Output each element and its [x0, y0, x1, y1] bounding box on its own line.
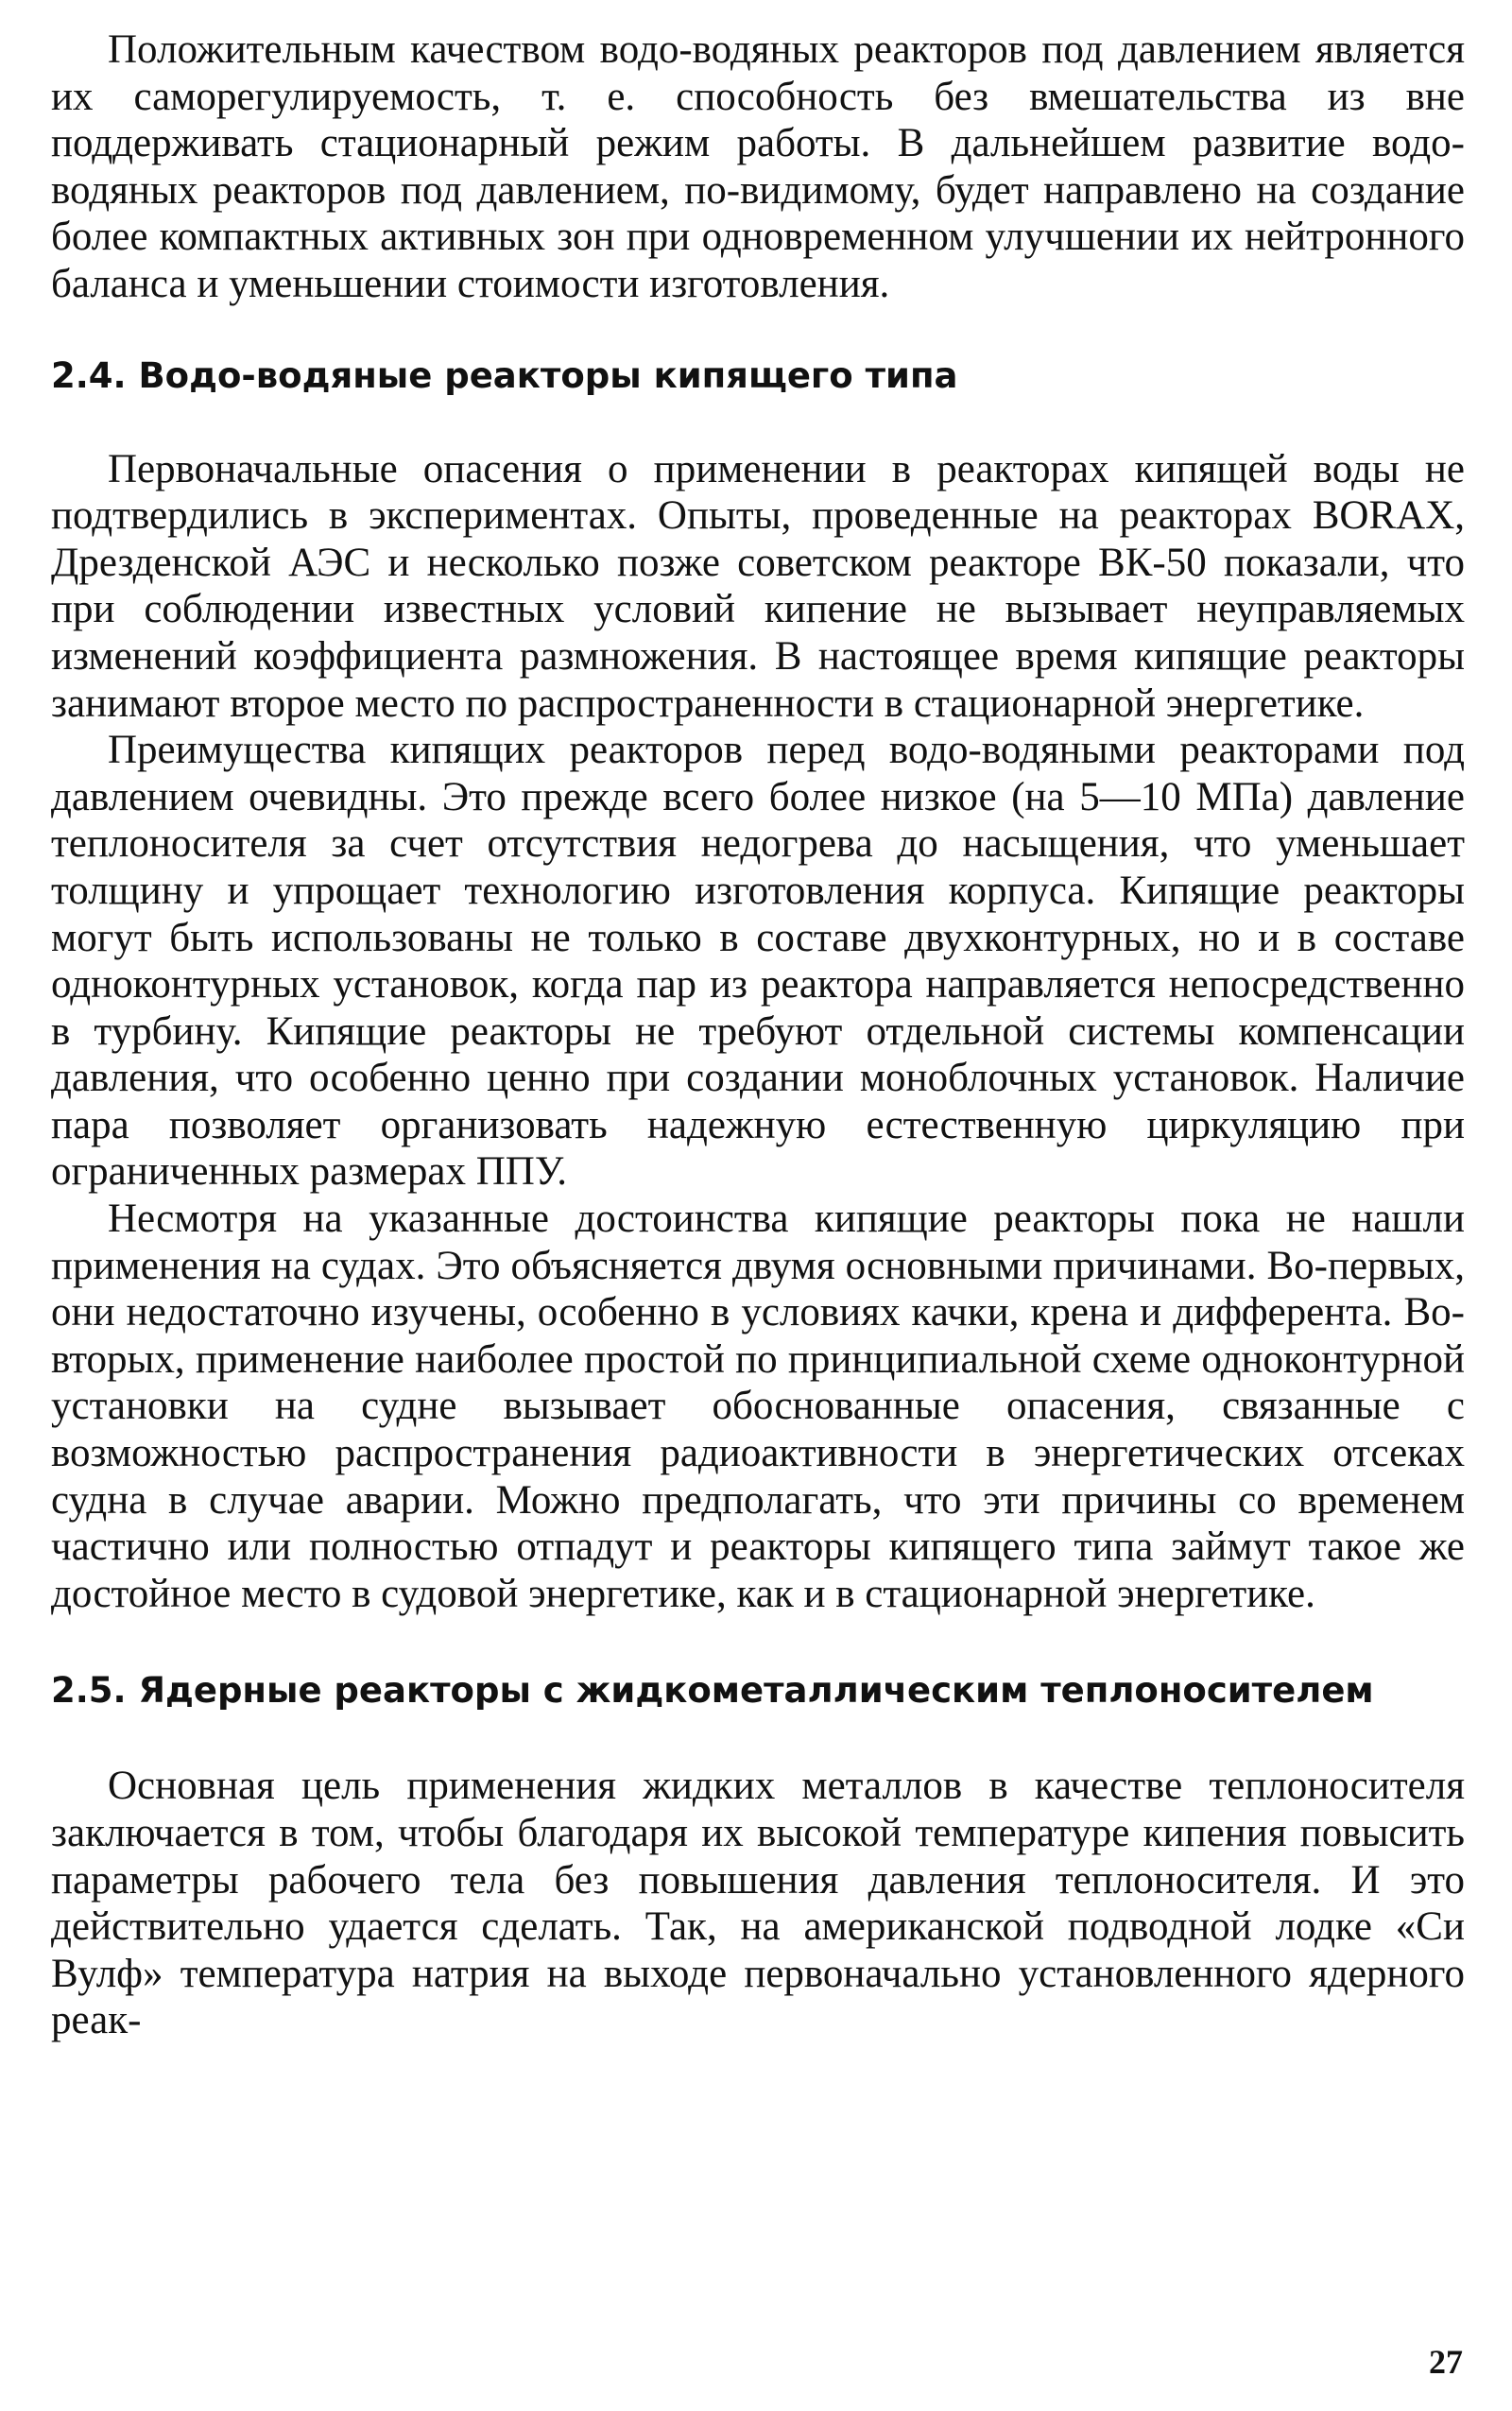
paragraph-2-5-1: Основная цель применения жидких металлов в качестве теплоносителя заключается в том, чтобы благодаря их высокой температуре кипения повысить параметры рабочего тела без повышения давления теплоносителя. И это действительно удается сделать. Так, на американской подводной лодке «Си Вулф» температура натрия на выходе первоначально установленного ядерного реак- [51, 1764, 1465, 2043]
section-heading-2-5: 2.5. Ядерные реакторы с жидкометаллическим теплоносителем [51, 1670, 1374, 1712]
page-body [51, 26, 1465, 2044]
paragraph-2-4-1: Первоначальные опасения о применении в реакторах кипящей воды не подтвердились в экспериментах. Опыты, проведенные на реакторах BORAX, Дрезденской АЭС и несколько позже советском реакторе ВК-50 показали, что при соблюдении известных условий кипение не вызывает неуправляемых изменений коэффициента размножения. В настоящее время кипящие реакторы занимают второе место по распространенности в стационарной энергетике. [51, 446, 1465, 726]
paragraph-intro: Положительным качеством водо-водяных реакторов под давлением является их саморегулируемость, т. е. способность без вмешательства из вне поддерживать стационарный режим работы. В дальнейшем развитие водо-водяных реакторов под давлением, по-видимому, будет направлено на создание более компактных активных зон при одновременном улучшении их нейтронного баланса и уменьшении стоимости изготовления. [51, 27, 1465, 306]
paragraph-2-4-2: Преимущества кипящих реакторов перед водо-водяными реакторами под давлением очевидны. Это прежде всего более низкое (на 5—10 МПа) давление теплоносителя за счет отсутствия недогрева до насыщения, что уменьшает толщину и упрощает технологию изготовления корпуса. Кипящие реакторы могут быть использованы не только в составе двухконтурных, но и в составе одноконтурных установок, когда пар из реактора направляется непосредственно в турбину. Кипящие реакторы не требуют отдельной системы компенсации давления, что особенно ценно при создании моноблочных установок. Наличие пара позволяет организовать надежную естественную циркуляцию при ограниченных размерах ППУ. [51, 728, 1465, 1195]
section-heading-2-4: 2.4. Водо-водяные реакторы кипящего типа [51, 354, 958, 396]
paragraph-2-4-3: Несмотря на указанные достоинства кипящие реакторы пока не нашли применения на судах. Это объясняется двумя основными причинами. Во-первых, они недостаточно изучены, особенно в условиях качки, крена и дифферента. Во-вторых, применение наиболее простой по принципиальной схеме одноконтурной установки на судне вызывает обоснованные опасения, связанные с возможностью распространения радиоактивности в энергетических отсеках судна в случае аварии. Можно предполагать, что эти причины со временем частично или полностью отпадут и реакторы кипящего типа займут такое же достойное место в судовой энергетике, как и в стационарной энергетике. [51, 1197, 1465, 1616]
page-number: 27 [1429, 2343, 1463, 2381]
